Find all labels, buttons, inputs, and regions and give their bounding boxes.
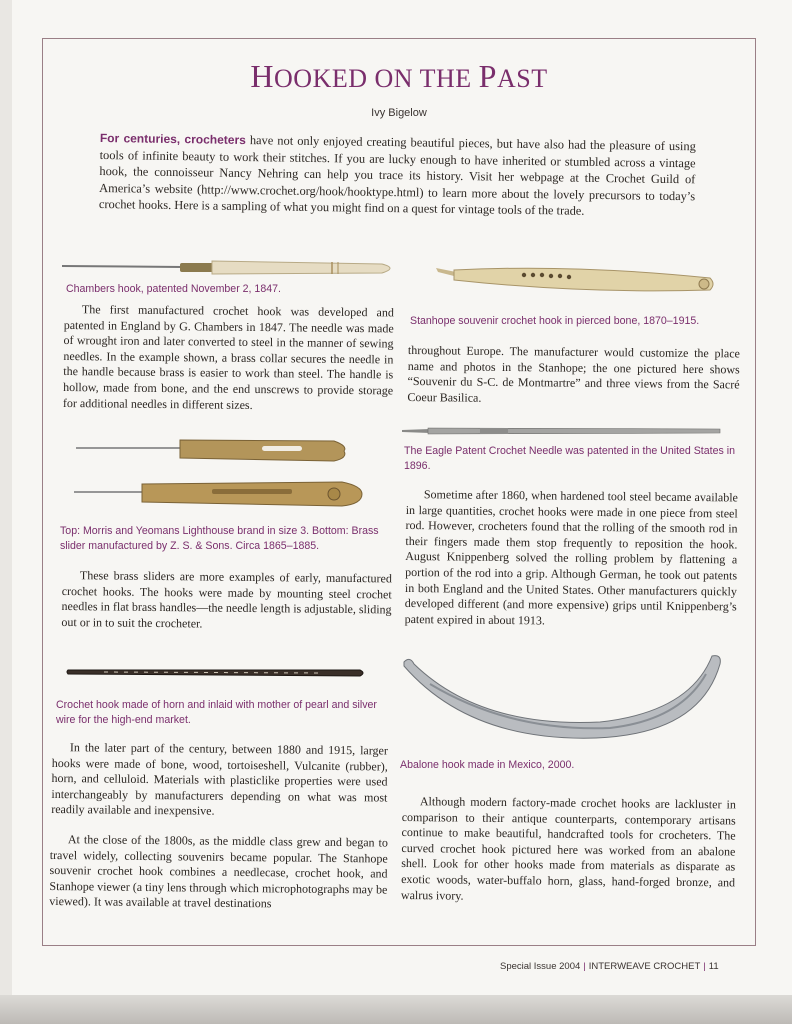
right-paragraph-2: Sometime after 1860, when hardened tool steel became available in large quantities, crochet hooks were made in one piece from steel rod. However, crocheters found that the rolling of the smooth rod in their fingers made them stop frequently to reposition the hook. August Knippenberg solved the rolling problem by flattening a portion of the rod into a grip. Although German, he took out patents in both England and the United States. Other manufacturers quickly developed different (and more expensive) grips until Knippenberg’s patent expired in about 1913. bbox=[404, 487, 738, 628]
intro-lead: For centuries, crocheters bbox=[99, 130, 246, 148]
page-footer bbox=[500, 961, 760, 972]
page-shadow bbox=[0, 995, 792, 1024]
stanhope-hook-image bbox=[434, 262, 716, 298]
eagle-needle-image bbox=[400, 424, 726, 438]
footer-issue: Special Issue 2004 bbox=[500, 961, 581, 972]
footer-magazine: INTERWEAVE CROCHET bbox=[588, 961, 701, 972]
footer-separator-2: | bbox=[703, 961, 706, 972]
brass-sliders-image bbox=[72, 434, 368, 520]
right-paragraph-1: throughout Europe. The manufacturer would customize the place name and photos in the Stanhope; the one pictured here shows “Souvenir du S-C. de Montmartre” and three views from the Sacré Coeur Basilica. bbox=[407, 343, 740, 405]
chambers-hook-image bbox=[62, 256, 402, 282]
left-paragraph-1: The first manufactured crochet hook was developed and patented in England by G. Chambers in 1847. The needle was made of wrought iron and later converted to steel in the manner of sewing needles. In the example shown, a brass collar secures the needle in the handle because brass is easier to work than steel. The handle is hollow, made from bone, and the end unscrews to provide storage for additional needles in different sizes. bbox=[62, 302, 394, 412]
intro-text: have not only enjoyed creating beautiful pieces, but have also had the pleasure of using tools of infinite beauty to work their stitches. If you are lucky enough to have inherited or stumbled across a vintage hook, the connoisseur Nancy Nehring can help you trace its history. Visit her webpage at the Crochet Guild of America’s website (http://www.crochet.org/hook/hooktype.html) to learn more about the lovely precursors to today’s crochet hooks. Here is a sampling of what you might find on a quest for vintage tools of the trade. bbox=[98, 133, 696, 218]
caption-eagle: The Eagle Patent Crochet Needle was patented in the United States in 1896. bbox=[404, 445, 735, 472]
left-paragraph-2: These brass sliders are more examples of early, manufactured crochet hooks. The hooks were made by mounting steel crochet needles in flat brass handles—the needle length is adjustable, sliding out or in to suit the crocheter. bbox=[61, 568, 392, 631]
intro-paragraph bbox=[99, 130, 696, 221]
right-paragraph-3: Although modern factory-made crochet hooks are lackluster in comparison to their antique counterparts, contemporary artisans continue to make beautiful, handcrafted tools for crocheters. The curved crochet hook pictured here was worked from an abalone shell. Look for other hooks made from materials as disparate as exotic woods, water-buffalo horn, glass, hand-forged bronze, and walrus ivory. bbox=[400, 794, 736, 903]
page-number: 11 bbox=[708, 961, 719, 972]
caption-brass: Top: Morris and Yeomans Lighthouse brand in size 3. Bottom: Brass slider manufactured by Z. S. & Sons. Circa 1865–1885. bbox=[60, 525, 379, 552]
left-paragraph-4: At the close of the 1800s, as the middle class grew and began to travel widely, collecting souvenirs became popular. The Stanhope souvenir crochet hook combines a needlecase, crochet hook, and Stanhope viewer (a tiny lens through which microphotographs may be viewed). It was available at travel destinations bbox=[49, 832, 388, 911]
article-title: HOOKED ON THE PAST bbox=[250, 58, 548, 94]
author-byline: Ivy Bigelow bbox=[371, 107, 427, 119]
caption-horn: Crochet hook made of horn and inlaid with mother of pearl and silver wire for the high-end market. bbox=[56, 699, 377, 726]
caption-abalone: Abalone hook made in Mexico, 2000. bbox=[400, 759, 575, 771]
abalone-hook-image bbox=[400, 650, 726, 742]
left-paragraph-3: In the later part of the century, between 1880 and 1915, larger hooks were made of bone, wood, tortoiseshell, Vulcanite (rubber), horn, and celluloid. Materials with plasticlike properties were used interchangeably by manufacturers depending on what was most readily available and inexpensive. bbox=[51, 740, 388, 819]
horn-hook-image bbox=[64, 664, 368, 680]
caption-stanhope: Stanhope souvenir crochet hook in pierced bone, 1870–1915. bbox=[410, 315, 700, 327]
footer-separator: | bbox=[583, 961, 586, 972]
caption-chambers: Chambers hook, patented November 2, 1847. bbox=[66, 283, 281, 295]
